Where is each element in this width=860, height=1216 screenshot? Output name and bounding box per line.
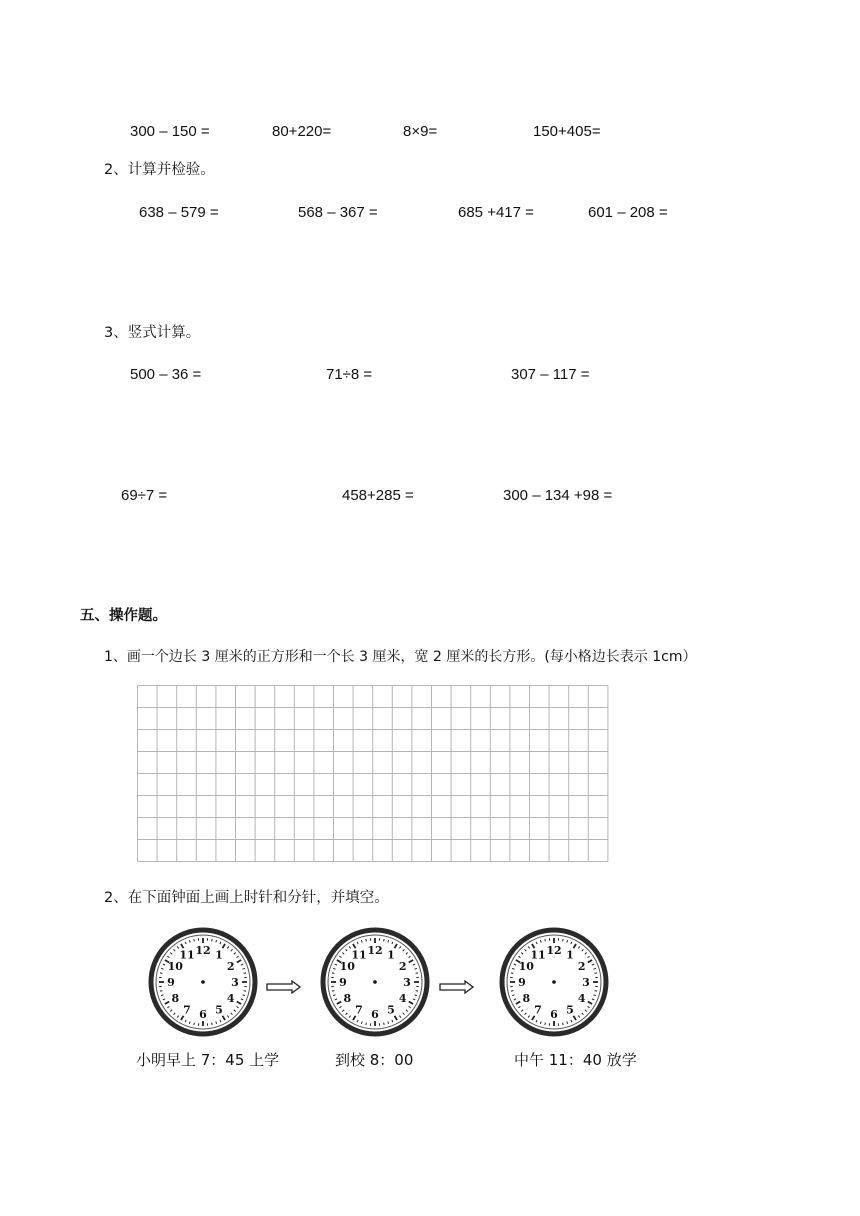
clock-number: 3 [231,976,239,989]
clock-number: 4 [577,992,586,1005]
clock-face-1[interactable] [148,927,258,1037]
clock-number: 4 [398,992,407,1005]
clock-center [552,980,556,984]
clock-tick [416,991,418,992]
operation-question-1: 1、画一个边长 3 厘米的正方形和一个长 3 厘米，宽 2 厘米的长方形。(每小格边长表示 1cm） [104,649,697,665]
clock-tick [416,973,418,974]
operation-question-2: 2、在下面钟面上画上时针和分针，并填空。 [104,890,389,906]
clock-number: 8 [171,992,180,1005]
arrow-right-icon [439,980,475,994]
clock-tick [194,1023,195,1025]
clock-number: 11 [530,948,546,962]
clock-number: 12 [367,944,383,957]
clock-center [201,980,205,984]
clock-tick [366,1023,367,1025]
clock-caption-1: 小明早上 7：45 上学 [136,1051,280,1069]
clock-tick [384,939,385,941]
clock-number: 5 [387,1003,395,1017]
clock-tick [511,991,513,992]
clock-tick [563,1023,564,1025]
clock-number: 9 [518,976,526,989]
clock-number: 8 [522,992,531,1005]
clock-tick [384,1023,385,1025]
clock-tick [194,939,195,941]
clock-number: 2 [226,960,235,973]
clock-number: 10 [339,960,355,973]
expr-300-134-98: 300 – 134 +98 = [503,487,613,504]
expr-300-150: 300 – 150 = [130,123,210,140]
clock-caption-2: 到校 8：00 [335,1051,414,1069]
clock-number: 2 [398,960,407,973]
expr-8-times-9: 8×9= [403,123,438,140]
expr-80-220: 80+220= [272,123,332,140]
expr-568-367: 568 – 367 = [298,204,378,221]
clock-number: 11 [351,948,367,962]
clock-number: 1 [215,948,223,962]
expr-638-579: 638 – 579 = [139,204,219,221]
clock-tick [160,973,162,974]
clock-tick [545,1023,546,1025]
arrow-right-icon [266,980,302,994]
clock-number: 9 [167,976,175,989]
clock-number: 5 [566,1003,574,1017]
expr-150-405: 150+405= [533,123,601,140]
question-2-title: 2、计算并检验。 [104,162,215,178]
clock-tick [511,973,513,974]
clock-number: 11 [179,948,195,962]
clock-tick [595,991,597,992]
clock-number: 12 [195,944,211,957]
clock-tick [212,1023,213,1025]
clock-number: 12 [546,944,562,957]
clock-number: 4 [226,992,235,1005]
clock-tick [563,939,564,941]
clock-tick [332,991,334,992]
clock-number: 10 [518,960,534,973]
clock-number: 5 [215,1003,223,1017]
clock-number: 6 [371,1008,379,1021]
expr-71-div-8: 71÷8 = [326,366,373,383]
clock-number: 6 [199,1008,207,1021]
clock-number: 7 [183,1003,191,1017]
clock-number: 2 [577,960,586,973]
expr-685-417: 685 +417 = [458,204,534,221]
clock-number: 3 [403,976,411,989]
clock-tick [244,991,246,992]
expr-500-36: 500 – 36 = [130,366,202,383]
clock-number: 1 [566,948,574,962]
clock-caption-3: 中午 11：40 放学 [514,1051,637,1069]
clock-tick [244,973,246,974]
clock-number: 10 [167,960,183,973]
section-5-heading: 五、操作题。 [80,608,167,624]
clock-number: 6 [550,1008,558,1021]
clock-tick [545,939,546,941]
clock-tick [160,991,162,992]
expr-458-285: 458+285 = [342,487,414,504]
clock-center [373,980,377,984]
clock-tick [332,973,334,974]
clock-number: 1 [387,948,395,962]
clock-number: 3 [582,976,590,989]
expr-69-div-7: 69÷7 = [121,487,168,504]
clock-number: 8 [343,992,352,1005]
expr-601-208: 601 – 208 = [588,204,668,221]
clock-number: 9 [339,976,347,989]
clock-tick [212,939,213,941]
question-3-title: 3、竖式计算。 [104,325,201,341]
clock-face-2[interactable] [320,927,430,1037]
clock-tick [595,973,597,974]
clock-tick [366,939,367,941]
clock-face-3[interactable] [499,927,609,1037]
clock-number: 7 [355,1003,363,1017]
drawing-grid[interactable] [137,685,609,862]
clock-number: 7 [534,1003,542,1017]
expr-307-117: 307 – 117 = [511,366,590,383]
